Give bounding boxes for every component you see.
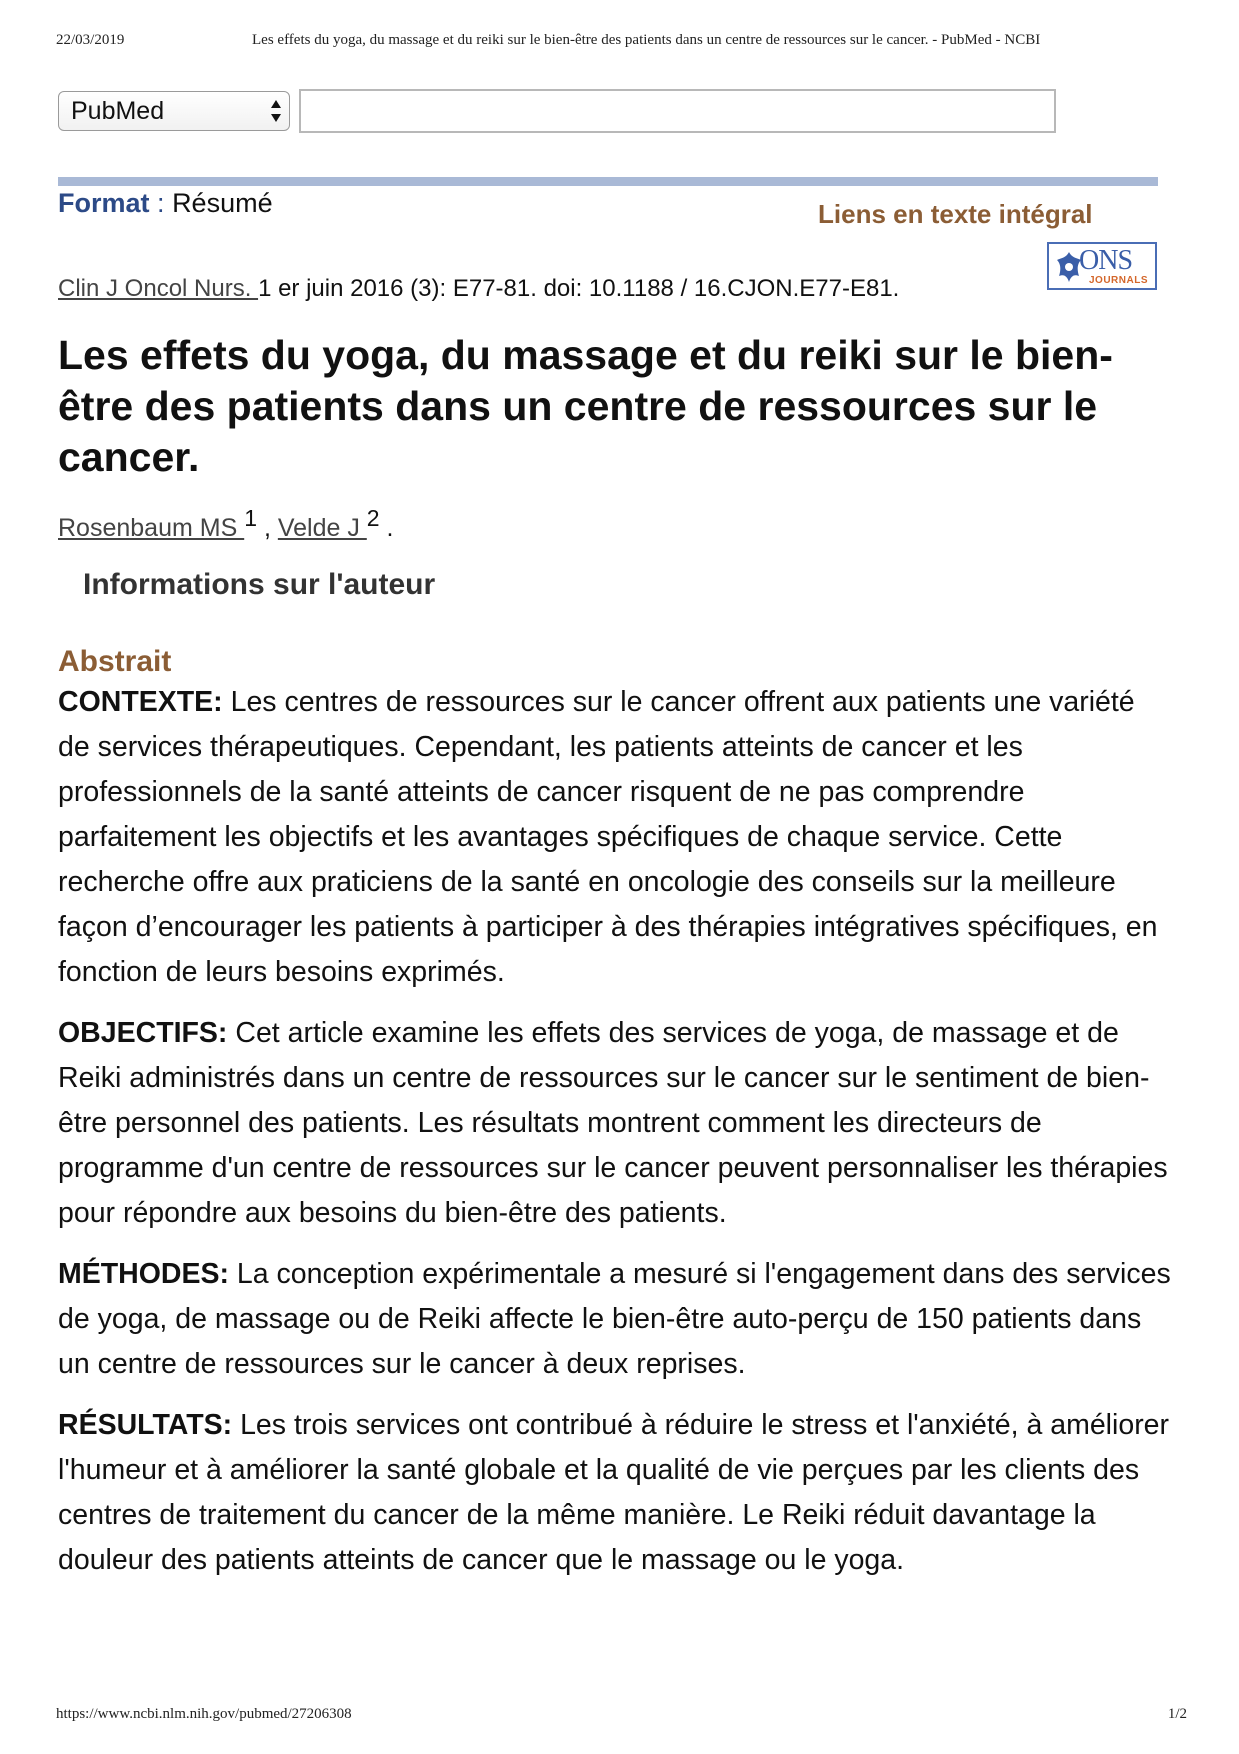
author-separator: ,	[257, 514, 278, 542]
abstract-section-methods	[58, 1252, 1173, 1387]
author-affiliation-number: 2	[366, 505, 380, 531]
author-list	[58, 505, 394, 543]
ons-journals-link[interactable]	[1047, 242, 1157, 290]
print-page-title: Les effets du yoga, du massage et du reiki sur le bien-être des patients dans un centre de ressources sur le cancer. - PubMed - NCBI	[252, 32, 1041, 48]
database-select-value: PubMed	[71, 97, 165, 125]
print-page-number: 1/2	[1167, 1706, 1187, 1722]
print-url: https://www.ncbi.nlm.nih.gov/pubmed/27206308	[56, 1706, 352, 1722]
select-arrows-icon	[269, 96, 283, 126]
format-bar-divider	[58, 177, 1158, 186]
article-title: Les effets du yoga, du massage et du reiki sur le bien-être des patients dans un centre de ressources sur le cancer.	[58, 332, 1113, 480]
abstract-heading: Abstrait	[58, 645, 172, 678]
format-separator: :	[157, 188, 165, 218]
author-affiliation-number: 1	[244, 505, 257, 531]
full-text-links-heading: Liens en texte intégral	[818, 199, 1093, 229]
abstract-section-text: Les centres de ressources sur le cancer offrent aux patients une variété de services thérapeutiques. Cependant, les patients atteints de cancer et les professionnels de la santé atteints de cancer risquent de ne pas comprendre parfaitement les objectifs et les avantages spécifiques de chaque service. Cette recherche offre aux praticiens de la santé en oncologie des conseils sur la meilleure façon d’encourager les patients à participer à des thérapies intégratives spécifiques, en fonction de leurs besoins exprimés.	[58, 686, 1158, 988]
print-header	[0, 32, 1239, 52]
abstract-section-objectives	[58, 1011, 1173, 1236]
citation-details: 1 er juin 2016 (3): E77-81. doi: 10.1188 / 16.CJON.E77-E81.	[258, 275, 900, 302]
format-label[interactable]: Format	[58, 188, 150, 218]
abstract-section-text: La conception expérimentale a mesuré si l'engagement dans des services de yoga, de massage ou de Reiki affecte le bien-être auto-perçu de 150 patients dans un centre de ressources sur le cancer à deux reprises.	[58, 1258, 1171, 1380]
author-link[interactable]: Velde J	[277, 514, 367, 542]
author-link[interactable]: Rosenbaum MS	[58, 514, 245, 542]
abstract-section-text: Les trois services ont contribué à réduire le stress et l'anxiété, à améliorer l'humeur et à améliorer la santé globale et la qualité de vie perçues par les clients des centres de traitement du cancer de la même manière. Le Reiki réduit davantage la douleur des patients atteints de cancer que le massage ou le yoga.	[58, 1409, 1170, 1576]
abstract-section-background	[58, 680, 1173, 995]
format-selector[interactable]	[58, 188, 273, 219]
print-date: 22/03/2019	[56, 32, 125, 48]
database-select[interactable]	[58, 91, 290, 131]
abstract-section-text: Cet article examine les effets des services de yoga, de massage et de Reiki administrés dans un centre de ressources sur le cancer sur le sentiment de bien-être personnel des patients. Les résultats montrent comment les directeurs de programme d'un centre de ressources sur le cancer peuvent personnaliser les thérapies pour répondre aux besoins du bien-être des patients.	[58, 1017, 1168, 1229]
abstract-section-label: RÉSULTATS:	[58, 1409, 233, 1441]
author-information-toggle[interactable]: Informations sur l'auteur	[83, 568, 436, 601]
author-terminator: .	[379, 514, 394, 542]
abstract-section-label: MÉTHODES:	[58, 1258, 229, 1290]
search-input[interactable]	[299, 89, 1056, 133]
abstract-section-results	[58, 1403, 1173, 1583]
journal-link[interactable]: Clin J Oncol Nurs.	[58, 275, 259, 302]
abstract-body	[58, 680, 1173, 1599]
ons-logo-text: ONS	[1079, 245, 1133, 276]
format-value[interactable]: Résumé	[172, 188, 273, 218]
abstract-section-label: CONTEXTE:	[58, 686, 223, 718]
abstract-section-label: OBJECTIFS:	[58, 1017, 228, 1049]
citation	[58, 275, 899, 303]
print-footer	[0, 1706, 1239, 1726]
ons-logo-subtext: JOURNALS	[1089, 275, 1149, 286]
